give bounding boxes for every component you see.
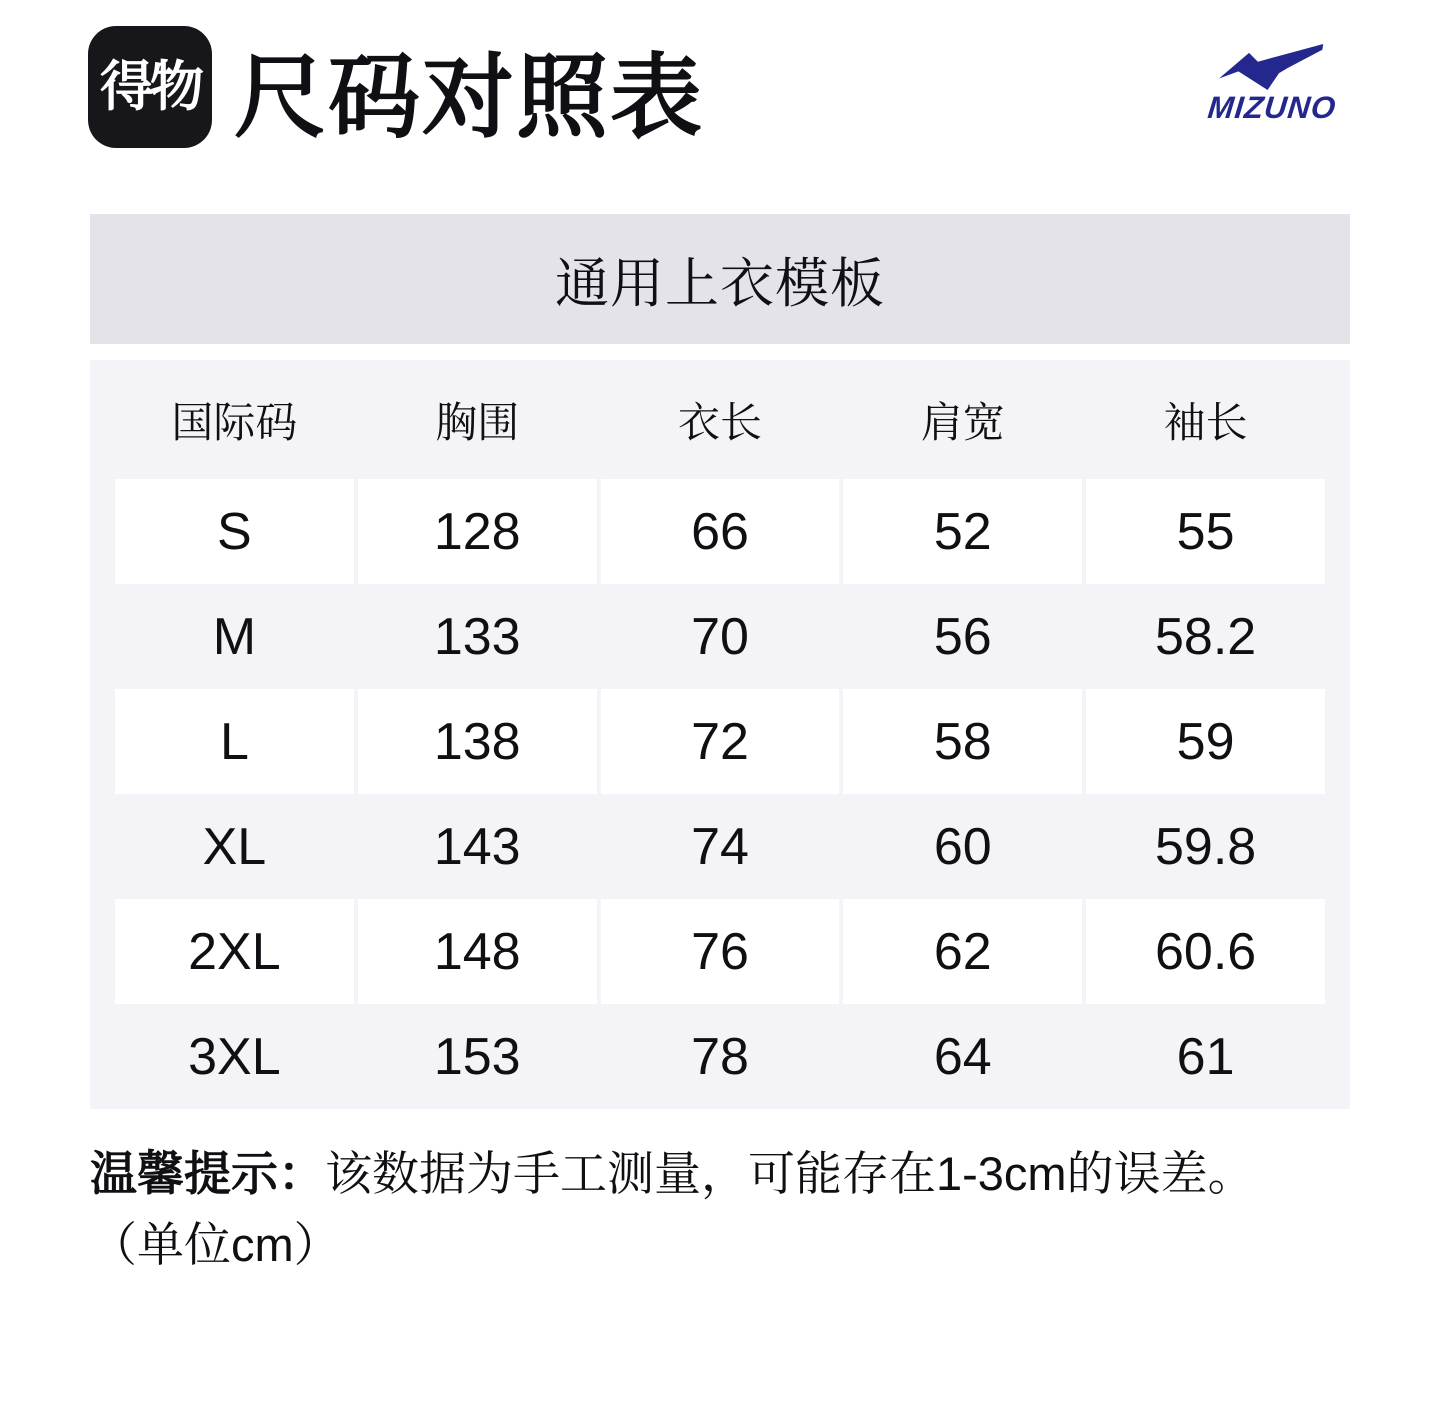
value-cell: 76 (601, 899, 840, 1004)
value-cell: 70 (691, 607, 749, 666)
column-header: 衣长 (677, 398, 762, 446)
mizuno-runbird-icon (1219, 44, 1325, 90)
value-cell: 74 (691, 817, 749, 876)
value-cell: 148 (358, 899, 597, 1004)
value-cell: 60 (933, 817, 992, 876)
column-header: 袖长 (1163, 398, 1248, 446)
note-text: 该数据为手工测量，可能存在1-3cm的误差。 (325, 1147, 1255, 1200)
size-cell: 2XL (115, 899, 354, 1004)
dewu-logo-text: 得物 (100, 57, 200, 117)
note-line1 (90, 1139, 1350, 1210)
note-prefix: 温馨提示： (90, 1147, 325, 1200)
value-cell: 78 (691, 1027, 749, 1086)
table-row-L (115, 689, 1325, 794)
value-cell: 59.8 (1154, 817, 1257, 876)
dewu-logo (88, 26, 212, 148)
column-header: 国际码 (171, 398, 298, 446)
value-cell: 58.2 (1154, 607, 1257, 666)
header (0, 0, 1440, 148)
value-cell: 60.6 (1086, 899, 1325, 1004)
table-row-3XL (115, 1004, 1325, 1109)
template-bar (90, 214, 1350, 344)
table-row-S (115, 479, 1325, 584)
value-cell: 128 (358, 479, 597, 584)
page-title: 尺码对照表 (234, 47, 705, 149)
table-row-M (115, 584, 1325, 689)
value-cell: 153 (433, 1027, 521, 1086)
header-left (88, 26, 704, 148)
value-cell: 55 (1086, 479, 1325, 584)
table-row-XL (115, 794, 1325, 899)
column-header: 肩宽 (920, 398, 1005, 446)
size-cell: L (115, 689, 354, 794)
value-cell: 62 (843, 899, 1082, 1004)
size-table (90, 360, 1350, 1109)
note-unit: （单位cm） (90, 1217, 341, 1271)
value-cell: 64 (933, 1027, 992, 1086)
value-cell: 52 (843, 479, 1082, 584)
value-cell: 59 (1086, 689, 1325, 794)
column-header: 胸围 (435, 398, 520, 446)
value-cell: 56 (933, 607, 992, 666)
table-row-2XL (115, 899, 1325, 1004)
note (90, 1139, 1350, 1280)
value-cell: 58 (843, 689, 1082, 794)
value-cell: 138 (358, 689, 597, 794)
table-header-row (115, 360, 1325, 479)
value-cell: 72 (601, 689, 840, 794)
size-cell: XL (202, 817, 267, 876)
template-bar-label: 通用上衣模板 (555, 253, 885, 314)
mizuno-wordmark: MIZUNO (1205, 90, 1338, 125)
value-cell: 133 (433, 607, 521, 666)
size-cell: S (115, 479, 354, 584)
table-body (115, 479, 1325, 1109)
mizuno-logo (1205, 44, 1338, 125)
value-cell: 143 (433, 817, 521, 876)
size-cell: M (212, 607, 257, 666)
value-cell: 66 (601, 479, 840, 584)
size-cell: 3XL (188, 1027, 281, 1086)
value-cell: 61 (1176, 1027, 1235, 1086)
